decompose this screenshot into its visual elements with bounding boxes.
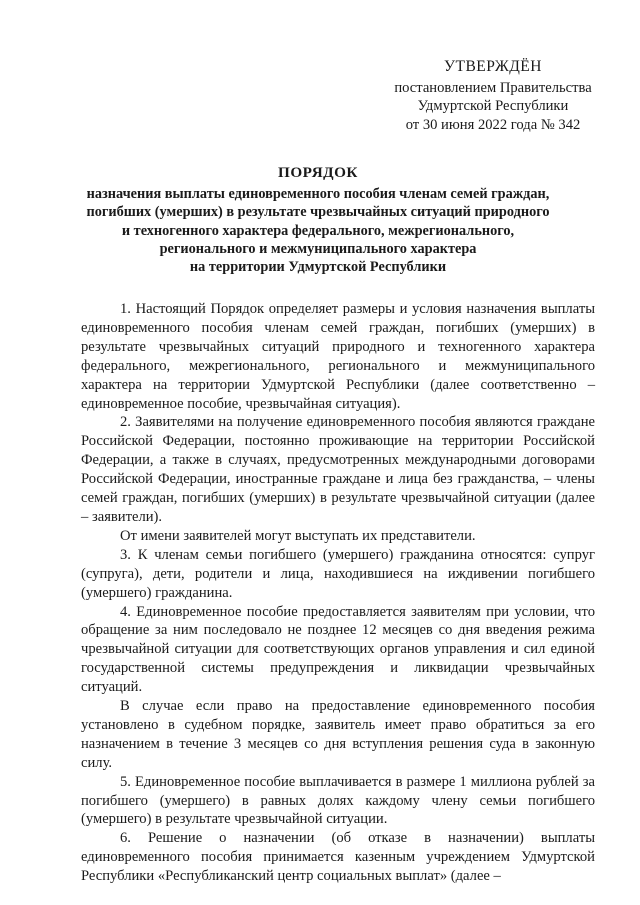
paragraph-2: 2. Заявителями на получение единовременного пособия являются граждане Российской Федерации, постоянно проживающие на территории Российской Федерации, а также в случаях, предусмотренных международными договорами Российской Федерации, иностранные граждане и лица без гражданства, – члены семей граждан, погибших (умерших) в результате чрезвычайной ситуации (далее – заявители). (81, 414, 595, 525)
document-title: ПОРЯДОК (278, 164, 358, 181)
approval-title: УТВЕРЖДЁН (444, 58, 542, 75)
document-subtitle-line: регионального и межмуниципального характера (159, 240, 477, 257)
paragraph-3: 3. К членам семьи погибшего (умершего) гражданина относятся: супруг (супруга), дети, родители и лица, находившиеся на иждивении погибшего (умершего) гражданина. (81, 546, 595, 601)
document-subtitle-line: и техногенного характера федерального, межрегионального, (121, 222, 515, 239)
document-heading (74, 164, 562, 276)
document-subtitle-line: назначения выплаты единовременного пособия членам семей граждан, (86, 186, 550, 203)
paragraph-5: 5. Единовременное пособие выплачивается в размере 1 миллиона рублей за погибшего (умершего) в равных долях каждому члену семьи погибшего (умершего) в результате чрезвычайной ситуации. (81, 773, 595, 828)
paragraph-4: 4. Единовременное пособие предоставляется заявителям при условии, что обращение за ним последовало не позднее 12 месяцев со дня введения режима чрезвычайной ситуации для соответствующих органов управления и сил единой государственной системы предупреждения и ликвидации чрезвычайных ситуаций. (81, 603, 595, 696)
paragraph-1: 1. Настоящий Порядок определяет размеры и условия назначения выплаты единовременного пособия членам семей граждан, погибших (умерших) в результате чрезвычайных ситуаций природного и техногенного характера федерального, межрегионального, регионального и межмуниципального характера на территории Удмуртской Республики (далее соответственно – единовременное пособие, чрезвычайная ситуация). (81, 301, 595, 412)
paragraph-representatives: От имени заявителей могут выступать их представители. (120, 527, 476, 544)
approval-line: постановлением Правительства (394, 79, 592, 96)
paragraph-6: 6. Решение о назначении (об отказе в назначении) выплаты единовременного пособия принимается казенным учреждением Удмуртской Республики «Республиканский центр социальных выплат» (далее – (81, 830, 595, 885)
paragraph-court-case: В случае если право на предоставление единовременного пособия установлено в судебном порядке, заявитель имеет право обратиться за его назначением в течение 3 месяцев со дня вступления решения суда в законную силу. (81, 698, 595, 771)
approval-line: Удмуртской Республики (417, 98, 569, 114)
document-subtitle-line: погибших (умерших) в результате чрезвычайных ситуаций природного (86, 204, 550, 221)
approval-date-number: от 30 июня 2022 года № 342 (405, 116, 581, 133)
document-body (81, 300, 595, 886)
approval-stamp (380, 58, 606, 134)
document-subtitle-line: на территории Удмуртской Республики (189, 259, 447, 276)
